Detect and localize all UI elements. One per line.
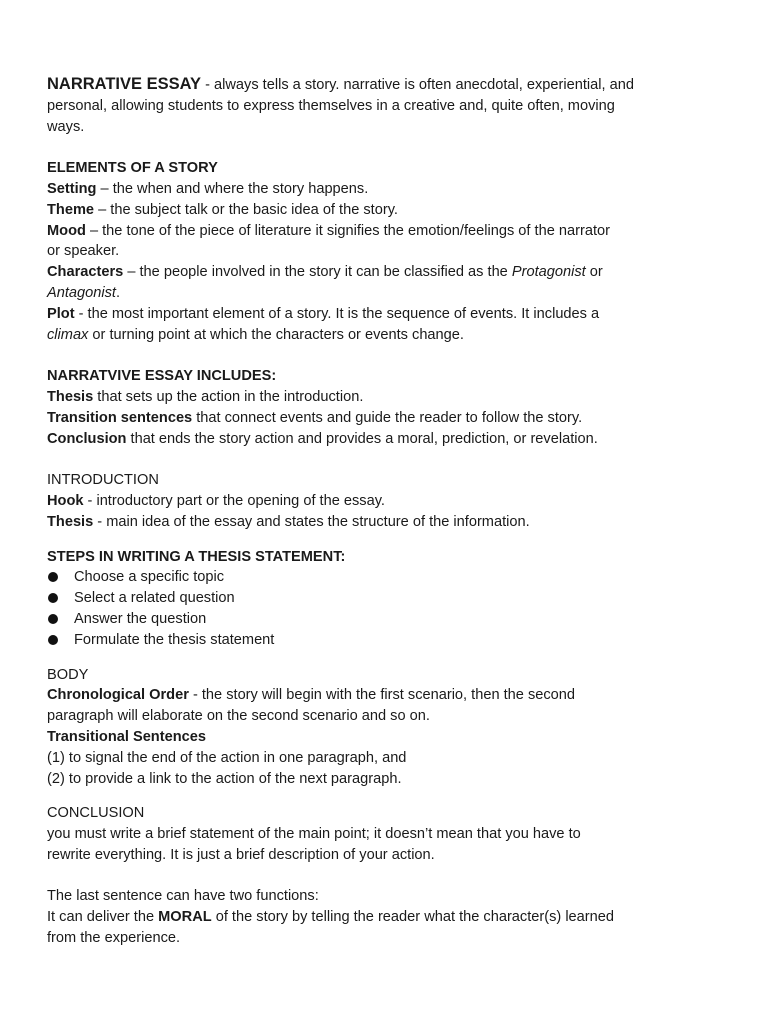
- bullet-icon: [48, 614, 58, 624]
- bullet-icon: [48, 593, 58, 603]
- includes-transition-term: Transition sentences: [47, 409, 193, 426]
- characters-or: or: [585, 264, 603, 281]
- elements-heading: ELEMENTS OF A STORY: [47, 160, 218, 177]
- characters-period: .: [115, 284, 121, 301]
- last-sentence-line-2: [47, 907, 727, 928]
- includes-transition-line: [47, 408, 727, 429]
- intro-line-1: [47, 74, 727, 96]
- theme-line: [47, 200, 727, 221]
- characters-def: – the people involved in the story it can be classified as the: [123, 264, 512, 281]
- plot-term: Plot: [47, 305, 75, 322]
- step-text: Select a related question: [74, 590, 235, 607]
- last-sentence-line-3: from the experience.: [47, 930, 181, 947]
- intro-line-2: personal, allowing students to express themselves in a creative and, quite often, moving: [47, 97, 615, 114]
- mood-line: [47, 221, 727, 242]
- hook-def: - introductory part or the opening of the essay.: [83, 492, 385, 509]
- includes-transition-def: that connect events and guide the reader to follow the story.: [192, 409, 583, 426]
- climax-text: climax: [47, 326, 89, 343]
- chrono-term: Chronological Order: [47, 687, 189, 704]
- antagonist-text: Antagonist: [47, 284, 116, 301]
- bullet-icon: [48, 572, 58, 582]
- includes-conclusion-line: [47, 429, 727, 450]
- includes-heading: NARRATVIVE ESSAY INCLUDES:: [47, 368, 277, 385]
- bullet-icon: [48, 635, 58, 645]
- steps-heading: STEPS IN WRITING A THESIS STATEMENT:: [47, 548, 346, 565]
- conclusion-line-1: you must write a brief statement of the main point; it doesn’t mean that you have to: [47, 826, 581, 843]
- hook-term: Hook: [47, 492, 84, 509]
- includes-thesis-line: [47, 387, 727, 408]
- characters-line-2: [47, 283, 727, 304]
- chrono-def: - the story will begin with the first scenario, then the second: [188, 687, 576, 704]
- moral-lead: It can deliver the: [47, 909, 159, 926]
- transitional-point-2: (2) to provide a link to the action of the next paragraph.: [47, 770, 402, 787]
- intro-thesis-def: - main idea of the essay and states the structure of the information.: [93, 513, 530, 530]
- protagonist-text: Protagonist: [511, 264, 586, 281]
- moral-tail: of the story by telling the reader what the character(s) learned: [211, 909, 615, 926]
- hook-line: [47, 491, 727, 512]
- list-item: [47, 630, 727, 651]
- includes-conclusion-term: Conclusion: [47, 430, 127, 447]
- document-title: NARRATIVE ESSAY: [47, 75, 202, 93]
- intro-text: - always tells a story. narrative is often anecdotal, experiential, and: [201, 77, 634, 93]
- steps-list: [47, 567, 727, 650]
- introduction-heading: INTRODUCTION: [47, 472, 159, 489]
- characters-term: Characters: [47, 264, 124, 281]
- plot-def: - the most important element of a story. It is the sequence of events. It includes a: [74, 305, 600, 322]
- plot-line-2: [47, 325, 727, 346]
- conclusion-heading: CONCLUSION: [47, 805, 145, 822]
- includes-thesis-term: Thesis: [47, 388, 94, 405]
- mood-term: Mood: [47, 222, 86, 239]
- conclusion-line-2: rewrite everything. It is just a brief description of your action.: [47, 846, 435, 863]
- includes-thesis-def: that sets up the action in the introduction.: [93, 388, 364, 405]
- intro-thesis-line: [47, 512, 727, 533]
- setting-term: Setting: [47, 180, 97, 197]
- intro-thesis-term: Thesis: [47, 513, 94, 530]
- body-heading: BODY: [47, 666, 89, 683]
- list-item: [47, 567, 727, 588]
- list-item: [47, 588, 727, 609]
- moral-term: MORAL: [158, 909, 212, 926]
- step-text: Choose a specific topic: [74, 569, 225, 586]
- mood-def: – the tone of the piece of literature it signifies the emotion/feelings of the narrator: [85, 222, 610, 239]
- transitional-point-1: (1) to signal the end of the action in one paragraph, and: [47, 749, 407, 766]
- chrono-line-2: paragraph will elaborate on the second scenario and so on.: [47, 708, 430, 725]
- theme-term: Theme: [47, 201, 95, 218]
- includes-conclusion-def: that ends the story action and provides a moral, prediction, or revelation.: [126, 430, 598, 447]
- theme-def: – the subject talk or the basic idea of the story.: [94, 201, 398, 218]
- step-text: Formulate the thesis statement: [74, 631, 275, 648]
- last-sentence-line-1: The last sentence can have two functions:: [47, 888, 319, 905]
- list-item: [47, 609, 727, 630]
- characters-line: [47, 262, 727, 283]
- plot-def-2: or turning point at which the characters or events change.: [88, 326, 464, 343]
- step-text: Answer the question: [74, 610, 207, 627]
- mood-line-2: or speaker.: [47, 243, 120, 260]
- intro-line-3: ways.: [47, 118, 85, 135]
- chrono-line: [47, 685, 727, 706]
- document-page: [47, 74, 727, 949]
- setting-def: – the when and where the story happens.: [96, 180, 369, 197]
- setting-line: [47, 179, 727, 200]
- transitional-heading: Transitional Sentences: [47, 728, 206, 745]
- plot-line: [47, 304, 727, 325]
